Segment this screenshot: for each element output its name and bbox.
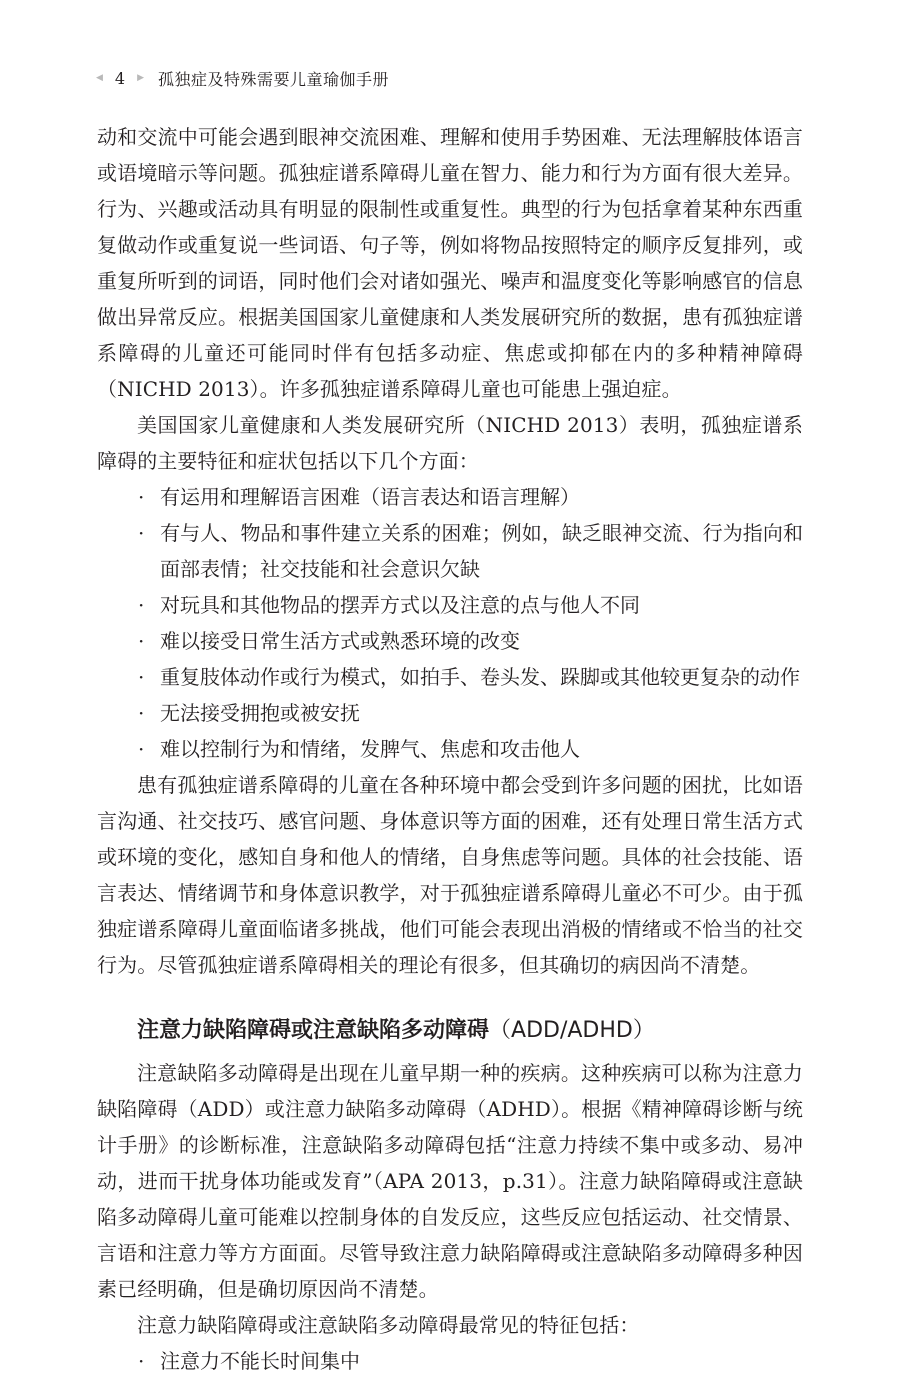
list-item: · 有运用和理解语言困难（语言表达和语言理解）: [97, 479, 803, 515]
bullet-dot-icon: ·: [138, 521, 145, 545]
bullet-dot-icon: ·: [138, 629, 145, 653]
bullet-dot-icon: ·: [138, 737, 145, 761]
running-header: [96, 64, 389, 92]
list-item: · 重复肢体动作或行为模式，如拍手、卷头发、跺脚或其他较更复杂的动作: [97, 659, 803, 695]
bullet-dot-icon: ·: [138, 1349, 145, 1373]
bullet-dot-icon: ·: [138, 701, 145, 725]
list-item: · 难以控制行为和情绪，发脾气、焦虑和攻击他人: [97, 731, 803, 767]
paragraph-intro-features: 美国国家儿童健康和人类发展研究所（NICHD 2013）表明，孤独症谱系障碍的主要特征和症状包括以下几个方面：: [97, 413, 803, 473]
paragraph-continued: 动和交流中可能会遇到眼神交流困难、理解和使用手势困难、无法理解肢体语言或语境暗示等问题。孤独症谱系障碍儿童在智力、能力和行为方面有很大差异。行为、兴趣或活动具有明显的限制性或重复性。典型的行为包括拿着某种东西重复做动作或重复说一些词语、句子等，例如将物品按照特定的顺序反复排列，或重复所听到的词语，同时他们会对诸如强光、噪声和温度变化等影响感官的信息做出异常反应。根据美国国家儿童健康和人类发展研究所的数据，患有孤独症谱系障碍的儿童还可能同时伴有包括多动症、焦虑或抑郁在内的多种精神障碍（NICHD 2013）。许多孤独症谱系障碍儿童也可能患上强迫症。: [97, 125, 803, 401]
adhd-features-list: [97, 1343, 803, 1379]
list-item: · 难以接受日常生活方式或熟悉环境的改变: [97, 623, 803, 659]
paragraph-adhd-features-intro: 注意力缺陷障碍或注意缺陷多动障碍最常见的特征包括：: [137, 1313, 640, 1337]
page-number: 4: [114, 68, 126, 88]
heading-suffix: （ADD/ADHD）: [489, 1018, 655, 1043]
bullet-dot-icon: ·: [138, 665, 145, 689]
bullet-dot-icon: ·: [138, 593, 145, 617]
body-text: [97, 119, 803, 1379]
bullet-dot-icon: ·: [138, 485, 145, 509]
list-item: · 无法接受拥抱或被安抚: [97, 695, 803, 731]
list-item: · 有与人、物品和事件建立关系的困难；例如，缺乏眼神交流、行为指向和面部表情；社交技能和社会意识欠缺: [97, 515, 803, 587]
paragraph-adhd-definition: 注意缺陷多动障碍是出现在儿童早期一种的疾病。这种疾病可以称为注意力缺陷障碍（ADD）或注意力缺陷多动障碍（ADHD）。根据《精神障碍诊断与统计手册》的诊断标准，注意缺陷多动障碍包括“注意力持续不集中或多动、易冲动，进而干扰身体功能或发育”（APA 2013，p.31）。注意力缺陷障碍或注意缺陷多动障碍儿童可能难以控制身体的自发反应，这些反应包括运动、社交情景、言语和注意力等方方面面。尽管导致注意力缺陷障碍或注意缺陷多动障碍多种因素已经明确，但是确切原因尚不清楚。: [97, 1061, 803, 1301]
book-title: 孤独症及特殊需要儿童瑜伽手册: [158, 69, 390, 89]
asd-features-list: [97, 479, 803, 767]
heading-main: 注意力缺陷障碍或注意缺陷多动障碍: [137, 1018, 490, 1043]
paragraph-asd-challenges: 患有孤独症谱系障碍的儿童在各种环境中都会受到许多问题的困扰，比如语言沟通、社交技巧、感官问题、身体意识等方面的困难，还有处理日常生活方式或环境的变化，感知自身和他人的情绪，自身焦虑等问题。具体的社会技能、语言表达、情绪调节和身体意识教学，对于孤独症谱系障碍儿童必不可少。由于孤独症谱系障碍儿童面临诸多挑战，他们可能会表现出消极的情绪或不恰当的社交行为。尽管孤独症谱系障碍相关的理论有很多，但其确切的病因尚不清楚。: [97, 773, 803, 977]
list-item: · 注意力不能长时间集中: [97, 1343, 803, 1379]
section-heading: [97, 1013, 803, 1049]
right-triangle-icon: ▶: [137, 72, 145, 83]
list-item: · 对玩具和其他物品的摆弄方式以及注意的点与他人不同: [97, 587, 803, 623]
left-triangle-icon: ◀: [96, 72, 103, 83]
